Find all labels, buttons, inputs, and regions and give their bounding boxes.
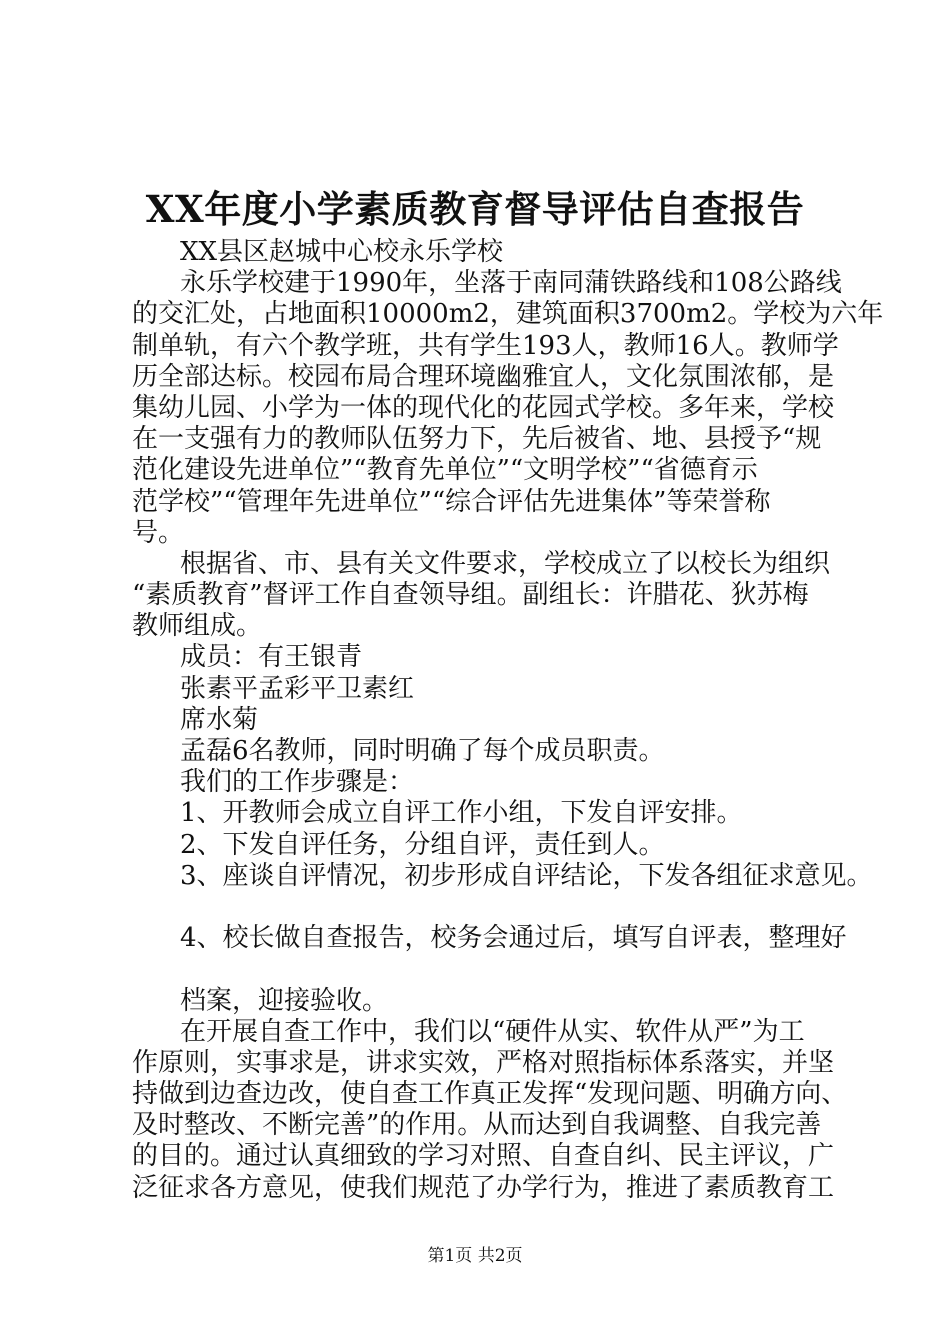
paragraph-line: 范化建设先进单位”“教育先单位”“文明学校”“省德育示 — [132, 455, 758, 486]
paragraph-line: “素质教育”督评工作自查领导组。副组长：许腊花、狄苏梅 — [132, 580, 809, 611]
paragraph-line: 集幼儿园、小学为一体的现代化的花园式学校。多年来，学校 — [132, 392, 835, 423]
paragraph-line: 范学校”“管理年先进单位”“综合评估先进集体”等荣誉称 — [132, 486, 771, 517]
paragraph-line: 3、座谈自评情况，初步形成自评结论，下发各组征求意见。 — [180, 860, 873, 891]
paragraph-line: 在开展自查工作中，我们以“硬件从实、软件从严”为工 — [180, 1016, 805, 1047]
paragraph-line: 张素平孟彩平卫素红 — [180, 673, 415, 704]
paragraph-line: 持做到边查边改，使自查工作真正发挥“发现问题、明确方向、 — [132, 1079, 848, 1110]
paragraph-line: 我们的工作步骤是： — [180, 767, 415, 798]
paragraph-line: 作原则，实事求是，讲求实效，严格对照指标体系落实，并坚 — [132, 1047, 835, 1078]
paragraph-line: 的交汇处，占地面积10000m2，建筑面积3700m2。学校为六年 — [132, 299, 884, 330]
paragraph-line: 及时整改、不断完善”的作用。从而达到自我调整、自我完善 — [132, 1110, 822, 1141]
document-body — [132, 237, 884, 1204]
document-title: XX年度小学素质教育督导评估自查报告 — [145, 187, 805, 231]
paragraph-line: 1、开教师会成立自评工作小组，下发自评安排。 — [180, 798, 743, 829]
paragraph-line: 席水菊 — [180, 704, 259, 735]
page-footer: 第1页 共2页 — [427, 1246, 523, 1266]
paragraph-line: 历全部达标。校园布局合理环境幽雅宜人，文化氛围浓郁，是 — [132, 361, 835, 392]
paragraph-line: 泛征求各方意见，使我们规范了办学行为，推进了素质教育工 — [132, 1172, 835, 1203]
paragraph-line: 号。 — [132, 517, 185, 548]
paragraph-line: 成员：有王银青 — [180, 642, 363, 673]
paragraph-line: 4、校长做自查报告，校务会通过后，填写自评表，整理好 — [180, 923, 847, 954]
paragraph-line: 根据省、市、县有关文件要求，学校成立了以校长为组织 — [180, 548, 831, 579]
blank-line — [132, 892, 832, 923]
paragraph-line: 档案，迎接验收。 — [180, 985, 389, 1016]
paragraph-line: 永乐学校建于1990年，坐落于南同蒲铁路线和108公路线 — [180, 268, 842, 299]
paragraph-line: 在一支强有力的教师队伍努力下，先后被省、地、县授予“规 — [132, 424, 822, 455]
paragraph-line: 的目的。通过认真细致的学习对照、自查自纠、民主评议，广 — [132, 1141, 835, 1172]
paragraph-line: 孟磊6名教师，同时明确了每个成员职责。 — [180, 736, 665, 766]
paragraph-line: 2、下发自评任务，分组自评，责任到人。 — [180, 829, 665, 860]
paragraph-line: 教师组成。 — [132, 611, 263, 642]
paragraph-line: 制单轨，有六个教学班，共有学生193人，教师16人。教师学 — [132, 330, 839, 361]
blank-line — [132, 954, 832, 985]
paragraph-line: XX县区赵城中心校永乐学校 — [180, 237, 504, 267]
